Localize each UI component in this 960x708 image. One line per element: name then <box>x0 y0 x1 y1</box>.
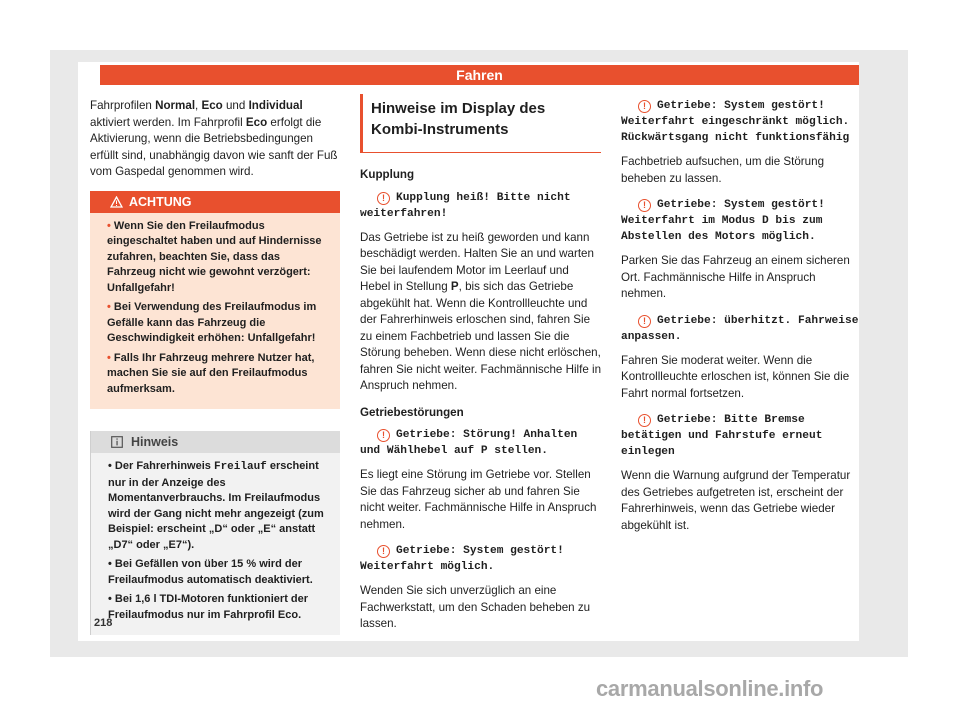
paragraph: Es liegt eine Störung im Getriebe vor. Stellen Sie das Fahrzeug sicher ab und fahren Sie nicht weiter. Fachmännische Hilfe in Anspruch nehmen. <box>360 468 597 531</box>
warning-item: • Wenn Sie den Freilaufmodus eingeschaltet haben und auf Hindernisse zufahren, beachten Sie, dass das Fahrzeug nicht wie gewohnt verzögert: Unfallgefahr! <box>107 219 322 294</box>
warning-item: • Falls Ihr Fahrzeug mehrere Nutzer hat, machen Sie sie auf den Freilaufmodus aufmerksam. <box>107 351 315 395</box>
info-header <box>91 431 340 453</box>
section-title: Hinweise im Display des Kombi-Instruments <box>360 94 601 153</box>
display-message: ! Kupplung heiß! Bitte nicht weiterfahren! <box>360 191 571 220</box>
site-watermark[interactable]: carmanualsonline.info <box>596 676 824 701</box>
paragraph: Das Getriebe ist zu heiß geworden und kann beschädigt werden. Halten Sie an und warten Sie bei laufendem Motor im Leerlauf und Hebel in Stellung P, bis sich das Getriebe abgekühlt hat. Wenn die Kontrollleuchte und der Fahrerhinweis erloschen sind, fahren Sie zu einem Fachbetrieb und lassen Sie die Störung beheben. Wenn diese nicht erlöschen, fahren Sie nicht weiter. Fachmännische Hilfe in Anspruch nehmen. <box>360 230 602 392</box>
display-message: ! Getriebe: Bitte Bremse betätigen und Fahrstufe erneut einlegen <box>621 414 823 458</box>
info-icon <box>111 436 123 448</box>
display-message: ! Getriebe: Störung! Anhalten und Wählhebel auf P stellen. <box>360 429 578 457</box>
exclamation-circle-icon: ! <box>377 429 390 442</box>
paragraph: Parken Sie das Fahrzeug an einem sicheren Ort. Fachmännische Hilfe in Anspruch nehmen. <box>621 254 850 300</box>
paragraph: Fachbetrieb aufsuchen, um die Störung beheben zu lassen. <box>621 155 825 185</box>
exclamation-circle-icon: ! <box>638 100 651 113</box>
display-message: ! Getriebe: System gestört! Weiterfahrt möglich. <box>360 545 564 573</box>
warning-body <box>90 213 340 410</box>
info-item: • Bei Gefällen von über 15 % wird der Freilaufmodus automatisch deaktiviert. <box>108 558 313 586</box>
display-message: ! Getriebe: System gestört! Weiterfahrt eingeschränkt möglich. Rückwärtsgang nicht funktionsfähig <box>621 100 850 144</box>
chapter-header: Fahren <box>100 65 859 85</box>
column-right <box>621 98 861 544</box>
display-message: ! Getriebe: überhitzt. Fahrweise anpassen. <box>621 314 859 343</box>
column-middle <box>360 94 601 643</box>
paragraph: Fahren Sie moderat weiter. Wenn die Kontrollleuchte erloschen ist, können Sie die Fahrt normal fortsetzen. <box>621 353 850 400</box>
info-title: Hinweis <box>131 435 179 449</box>
paragraph: Wenden Sie sich unverzüglich an eine Fachwerkstatt, um den Schaden beheben zu lassen. <box>360 584 591 630</box>
warning-item: • Bei Verwendung des Freilaufmodus im Gefälle kann das Fahrzeug die Geschwindigkeit erhöhen: Unfallgefahr! <box>107 301 317 344</box>
info-body <box>91 453 340 635</box>
display-message: ! Getriebe: System gestört! Weiterfahrt im Modus D bis zum Abstellen des Motors möglich. <box>621 199 825 243</box>
warning-triangle-icon <box>110 196 123 208</box>
warning-box <box>90 191 340 410</box>
column-left <box>90 98 340 635</box>
page-number: 218 <box>94 617 113 629</box>
subheading-getriebe: Getriebestörungen <box>360 405 464 419</box>
subheading-kupplung: Kupplung <box>360 168 415 181</box>
exclamation-circle-icon: ! <box>638 315 651 328</box>
info-item: • Der Fahrerhinweis Freilauf erscheint nur in der Anzeige des Momentanverbrauchs. Im Freilaufmodus wird der Gang nicht mehr angezeigt (zum Beispiel: erscheint „D“ oder „E“ anstatt „D7“ oder „E7“). <box>108 460 324 551</box>
info-box <box>90 431 340 635</box>
exclamation-circle-icon: ! <box>377 545 390 558</box>
exclamation-circle-icon: ! <box>638 414 651 427</box>
paragraph: Wenn die Warnung aufgrund der Temperatur des Getriebes aufgetreten ist, erscheint der Fahrerhinweis, wenn das Getriebe wieder abgekühlt ist. <box>621 469 851 532</box>
warning-header <box>90 191 340 213</box>
warning-title: ACHTUNG <box>129 194 192 209</box>
exclamation-circle-icon: ! <box>638 199 651 212</box>
intro-paragraph: Fahrprofilen Normal, Eco und Individual aktiviert werden. Im Fahrprofil Eco erfolgt die Aktivierung, wenn die Betriebsbedingungen erfüllt sind, unabhängig davon wie sanft der Fuß vom Gaspedal genommen wird. <box>90 99 338 178</box>
exclamation-circle-icon: ! <box>377 192 390 205</box>
info-item: • Bei 1,6 l TDI-Motoren funktioniert der Freilaufmodus nur im Fahrprofil Eco. <box>108 593 309 621</box>
